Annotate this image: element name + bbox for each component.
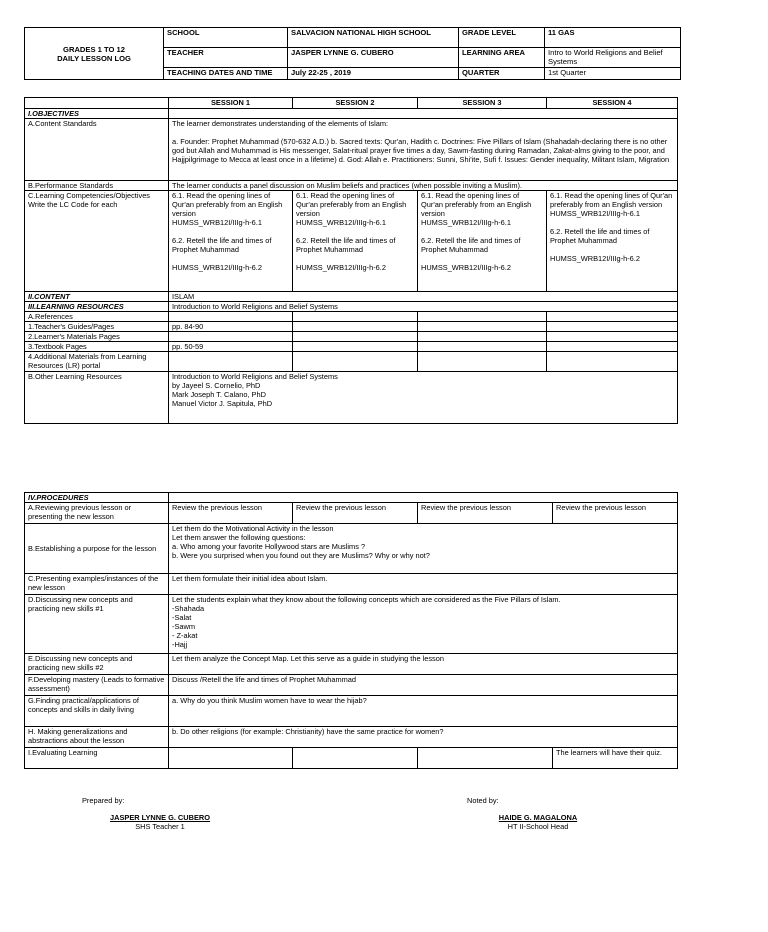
empty-cell: [547, 312, 678, 322]
objectives-heading: I.OBJECTIVES: [25, 109, 169, 119]
objectives-table: [24, 97, 678, 424]
noted-by-label: Noted by:: [467, 796, 499, 805]
teacher-guides-value: pp. 84-90: [169, 322, 293, 332]
competencies-label: C.Learning Competencies/Objectives Write the LC Code for each: [25, 191, 169, 292]
resources-heading: III.LEARNING RESOURCES: [25, 302, 169, 312]
procedure-g-label: G.Finding practical/applications of concepts and skills in daily living: [25, 696, 169, 727]
textbook-label: 3.Textbook Pages: [25, 342, 169, 352]
procedure-a-label: A.Reviewing previous lesson or presenting the new lesson: [25, 503, 169, 524]
competency-session-3: 6.1. Read the opening lines of Qur'an preferably from an English version HUMSS_WRB12I/IIIg-h-6.1 6.2. Retell the life and times of Prophet Muhammad HUMSS_WRB12I/IIIg-h-6.2: [418, 191, 547, 292]
empty-cell: [547, 322, 678, 332]
procedure-h-label: H. Making generalizations and abstractions about the lesson: [25, 727, 169, 748]
empty-cell: [169, 332, 293, 342]
procedure-f-label: F.Developing mastery (Leads to formative assessment): [25, 675, 169, 696]
school-label: SCHOOL: [164, 28, 288, 48]
session-3-header: SESSION 3: [418, 98, 547, 109]
procedure-c-value: Let them formulate their initial idea about Islam.: [169, 574, 678, 595]
empty-cell: [418, 352, 547, 372]
empty-cell: [418, 748, 553, 769]
noted-by-name: HAIDE G. MAGALONA: [498, 813, 578, 822]
procedure-c-label: C.Presenting examples/instances of the new lesson: [25, 574, 169, 595]
textbook-value: pp. 50-59: [169, 342, 293, 352]
empty-cell: [169, 312, 293, 322]
empty-cell: [547, 352, 678, 372]
additional-materials-label: 4.Additional Materials from Learning Resources (LR) portal: [25, 352, 169, 372]
header-table: [24, 27, 681, 80]
procedure-a-session-4: Review the previous lesson: [553, 503, 678, 524]
title-line-1: GRADES 1 TO 12: [63, 44, 125, 54]
empty-cell: [418, 322, 547, 332]
teacher-label: TEACHER: [164, 48, 288, 68]
session-4-header: SESSION 4: [547, 98, 678, 109]
procedures-heading-blank: [169, 493, 678, 503]
prepared-by-name: JASPER LYNNE G. CUBERO: [110, 813, 210, 822]
grade-value: 11 GAS: [545, 28, 681, 48]
procedure-e-label: E.Discussing new concepts and practicing new skills #2: [25, 654, 169, 675]
learner-materials-label: 2.Learner's Materials Pages: [25, 332, 169, 342]
other-resources-value: Introduction to World Religions and Belief Systems by Jayeel S. Cornelio, PhD Mark Joseph T. Calano, PhD Manuel Victor J. Sapitula, PhD: [169, 372, 678, 424]
procedure-a-session-3: Review the previous lesson: [418, 503, 553, 524]
procedure-i-session-4: The learners will have their quiz.: [553, 748, 678, 769]
other-resources-label: B.Other Learning Resources: [25, 372, 169, 424]
empty-cell: [418, 332, 547, 342]
dll-title: [25, 28, 164, 80]
performance-standards-label: B.Performance Standards: [25, 181, 169, 191]
competency-session-1: 6.1. Read the opening lines of Qur'an preferably from an English version HUMSS_WRB12I/IIIg-h-6.1 6.2. Retell the life and times of Prophet Muhammad HUMSS_WRB12I/IIIg-h-6.2: [169, 191, 293, 292]
noted-by-title: HT II-School Head: [507, 822, 569, 831]
school-value: SALVACION NATIONAL HIGH SCHOOL: [288, 28, 459, 48]
empty-cell: [293, 748, 418, 769]
procedure-e-value: Let them analyze the Concept Map. Let this serve as a guide in studying the lesson: [169, 654, 678, 675]
empty-cell: [547, 332, 678, 342]
procedure-a-session-2: Review the previous lesson: [293, 503, 418, 524]
empty-cell: [293, 332, 418, 342]
objectives-heading-blank: [169, 109, 678, 119]
session-2-header: SESSION 2: [293, 98, 418, 109]
noted-by-block: [458, 813, 618, 831]
quarter-value: 1st Quarter: [545, 68, 681, 80]
procedure-d-value: Let the students explain what they know about the following concepts which are considered as the Five Pillars of Islam. -Shahada -Salat -Sawm - Z-akat -Hajj: [169, 595, 678, 654]
procedure-f-value: Discuss /Retell the life and times of Prophet Muhammad: [169, 675, 678, 696]
empty-cell: [547, 342, 678, 352]
resources-heading-value: Introduction to World Religions and Belief Systems: [169, 302, 678, 312]
empty-cell: [169, 352, 293, 372]
references-label: A.References: [25, 312, 169, 322]
prepared-by-block: [80, 813, 240, 831]
area-label: LEARNING AREA: [459, 48, 545, 68]
procedures-table: [24, 492, 678, 769]
performance-standards-text: The learner conducts a panel discussion on Muslim beliefs and practices (when possible inviting a Muslim).: [169, 181, 678, 191]
teacher-guides-label: 1.Teacher's Guides/Pages: [25, 322, 169, 332]
content-standards-label: A.Content Standards: [25, 119, 169, 181]
content-value: ISLAM: [169, 292, 678, 302]
title-line-2: DAILY LESSON LOG: [57, 53, 131, 63]
empty-cell: [169, 748, 293, 769]
competency-session-2: 6.1. Read the opening lines of Qur'an preferably from an English version HUMSS_WRB12I/IIIg-h-6.1 6.2. Retell the life and times of Prophet Muhammad HUMSS_WRB12I/IIIg-h-6.2: [293, 191, 418, 292]
procedure-i-label: I.Evaluating Learning: [25, 748, 169, 769]
empty-cell: [293, 342, 418, 352]
session-header-blank: [25, 98, 169, 109]
session-1-header: SESSION 1: [169, 98, 293, 109]
prepared-by-label: Prepared by:: [82, 796, 125, 805]
dates-label: TEACHING DATES AND TIME: [164, 68, 288, 80]
prepared-by-title: SHS Teacher 1: [135, 822, 185, 831]
grade-label: GRADE LEVEL: [459, 28, 545, 48]
empty-cell: [418, 342, 547, 352]
empty-cell: [293, 322, 418, 332]
empty-cell: [293, 312, 418, 322]
quarter-label: QUARTER: [459, 68, 545, 80]
dates-value: July 22-25 , 2019: [288, 68, 459, 80]
empty-cell: [293, 352, 418, 372]
procedure-b-value: Let them do the Motivational Activity in the lesson Let them answer the following questions: a. Who among your favorite Hollywood stars are Muslims ? b. Were you surprised when you found out they are Muslims? Why or why not?: [169, 524, 678, 574]
competency-session-4: 6.1. Read the opening lines of Qur'an preferably from an English version HUMSS_WRB12I/IIIg-h-6.1 6.2. Retell the life and times of Prophet Muhammad HUMSS_WRB12I/IIIg-h-6.2: [547, 191, 678, 292]
procedure-h-value: b. Do other religions (for example: Christianity) have the same practice for women?: [169, 727, 678, 748]
procedure-b-label: B.Establishing a purpose for the lesson: [25, 524, 169, 574]
procedure-g-value: a. Why do you think Muslim women have to wear the hijab?: [169, 696, 678, 727]
content-standards-text: The learner demonstrates understanding of the elements of Islam: a. Founder: Prophet Muhammad (570-632 A.D.) b. Sacred texts: Qur'an, Hadith c. Doctrines: Five Pillars of Islam (Shahadah-declaring there is no other god but Allah and Muhammad is His messenger, Salat-ritual prayer five times a day, Sawm-fasting during Ramadan, Zakat-alms giving to the poor, and Hajjpilgrimage to Mecca at least once in a lifetime) d. God: Allah e. Practitioners: Sunni, Shi'ite, Sufi f. Issues: Gender inequality, Militant Islam, Migration: [169, 119, 678, 181]
procedure-d-label: D.Discussing new concepts and practicing new skills #1: [25, 595, 169, 654]
content-heading: II.CONTENT: [25, 292, 169, 302]
empty-cell: [418, 312, 547, 322]
procedure-a-session-1: Review the previous lesson: [169, 503, 293, 524]
procedures-heading: IV.PROCEDURES: [25, 493, 169, 503]
teacher-value: JASPER LYNNE G. CUBERO: [288, 48, 459, 68]
area-value: Intro to World Religions and Belief Systems: [545, 48, 681, 68]
